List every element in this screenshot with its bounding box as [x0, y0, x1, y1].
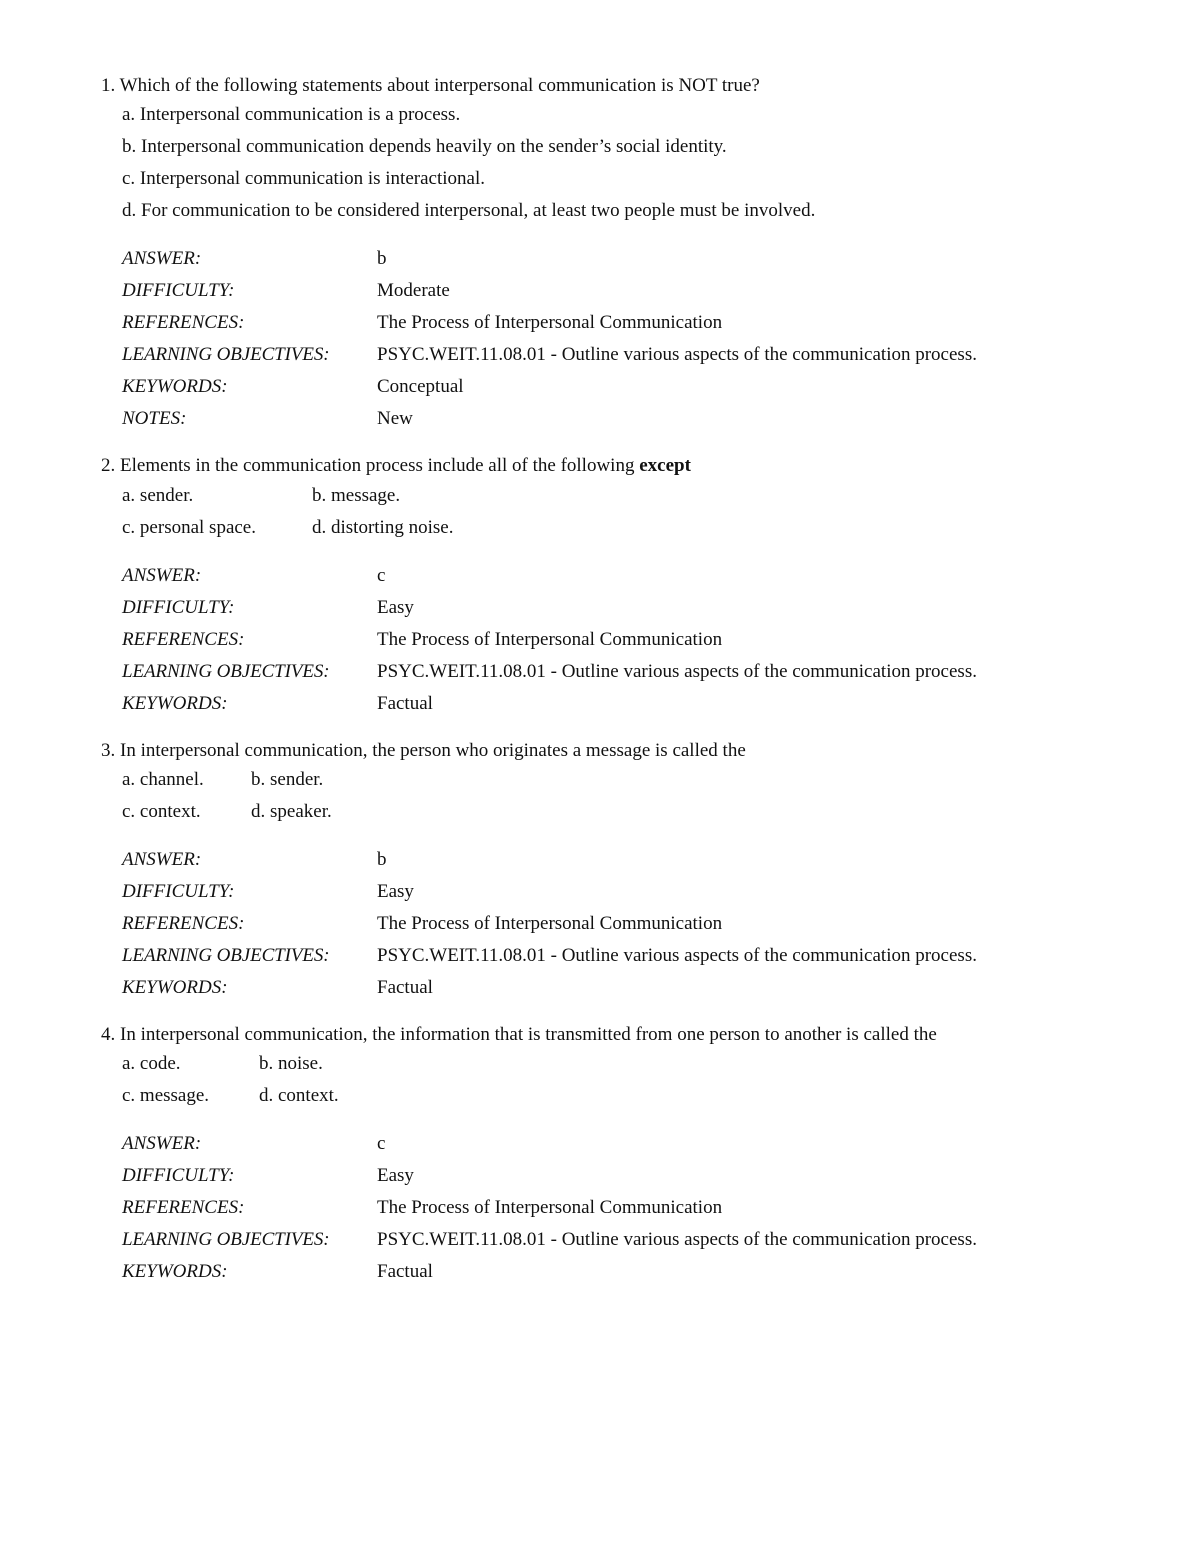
references-label: REFERENCES: [122, 312, 245, 333]
difficulty-value: Easy [377, 881, 414, 902]
references-label: REFERENCES: [122, 629, 245, 650]
answer-label: ANSWER: [122, 565, 202, 586]
question-stem [101, 456, 691, 475]
keywords-label: KEYWORDS: [122, 693, 228, 714]
option-b: b. sender. [251, 769, 324, 790]
option-d: d. distorting noise. [312, 517, 454, 538]
difficulty-label: DIFFICULTY: [122, 280, 235, 301]
question-stem: 3. In interpersonal communication, the person who originates a message is called the [101, 740, 746, 761]
references-label: REFERENCES: [122, 1197, 245, 1218]
answer-value: c [377, 565, 386, 586]
difficulty-label: DIFFICULTY: [122, 881, 235, 902]
question-stem: 1. Which of the following statements about interpersonal communication is NOT true? [101, 75, 760, 96]
option-c: c. Interpersonal communication is interactional. [122, 168, 485, 189]
answer-label: ANSWER: [122, 1133, 202, 1154]
option-a: a. sender. [122, 485, 194, 506]
answer-value: c [377, 1133, 386, 1154]
option-d: d. context. [259, 1085, 339, 1106]
option-a: a. code. [122, 1053, 181, 1074]
question-stem-text: 2. Elements in the communication process include all of the following [101, 455, 635, 476]
references-label: REFERENCES: [122, 913, 245, 934]
option-a: a. channel. [122, 769, 204, 790]
option-c: c. message. [122, 1085, 210, 1106]
learning-objectives-value: PSYC.WEIT.11.08.01 - Outline various aspects of the communication process. [377, 945, 977, 966]
answer-value: b [377, 248, 387, 269]
question-stem-emphasis: except [639, 455, 691, 476]
answer-label: ANSWER: [122, 849, 202, 870]
learning-objectives-value: PSYC.WEIT.11.08.01 - Outline various aspects of the communication process. [377, 344, 977, 365]
keywords-label: KEYWORDS: [122, 376, 228, 397]
learning-objectives-label: LEARNING OBJECTIVES: [122, 945, 330, 966]
option-c: c. context. [122, 801, 201, 822]
option-c: c. personal space. [122, 517, 256, 538]
keywords-value: Conceptual [377, 376, 464, 397]
difficulty-label: DIFFICULTY: [122, 597, 235, 618]
references-value: The Process of Interpersonal Communication [377, 629, 723, 650]
option-b: b. Interpersonal communication depends heavily on the sender’s social identity. [122, 136, 727, 157]
learning-objectives-value: PSYC.WEIT.11.08.01 - Outline various aspects of the communication process. [377, 661, 977, 682]
notes-label: NOTES: [122, 408, 187, 429]
question-stem: 4. In interpersonal communication, the information that is transmitted from one person to another is called the [101, 1024, 937, 1045]
option-d: d. speaker. [251, 801, 332, 822]
answer-label: ANSWER: [122, 248, 202, 269]
learning-objectives-label: LEARNING OBJECTIVES: [122, 1229, 330, 1250]
notes-value: New [377, 408, 413, 429]
difficulty-label: DIFFICULTY: [122, 1165, 235, 1186]
option-b: b. message. [312, 485, 401, 506]
keywords-value: Factual [377, 1261, 433, 1282]
keywords-label: KEYWORDS: [122, 977, 228, 998]
difficulty-value: Easy [377, 1165, 414, 1186]
option-d: d. For communication to be considered interpersonal, at least two people must be involved. [122, 200, 816, 221]
keywords-value: Factual [377, 693, 433, 714]
option-b: b. noise. [259, 1053, 323, 1074]
references-value: The Process of Interpersonal Communication [377, 312, 723, 333]
references-value: The Process of Interpersonal Communication [377, 1197, 723, 1218]
keywords-label: KEYWORDS: [122, 1261, 228, 1282]
learning-objectives-value: PSYC.WEIT.11.08.01 - Outline various aspects of the communication process. [377, 1229, 977, 1250]
answer-value: b [377, 849, 387, 870]
learning-objectives-label: LEARNING OBJECTIVES: [122, 344, 330, 365]
difficulty-value: Moderate [377, 280, 450, 301]
learning-objectives-label: LEARNING OBJECTIVES: [122, 661, 330, 682]
difficulty-value: Easy [377, 597, 414, 618]
references-value: The Process of Interpersonal Communication [377, 913, 723, 934]
option-a: a. Interpersonal communication is a process. [122, 104, 461, 125]
keywords-value: Factual [377, 977, 433, 998]
